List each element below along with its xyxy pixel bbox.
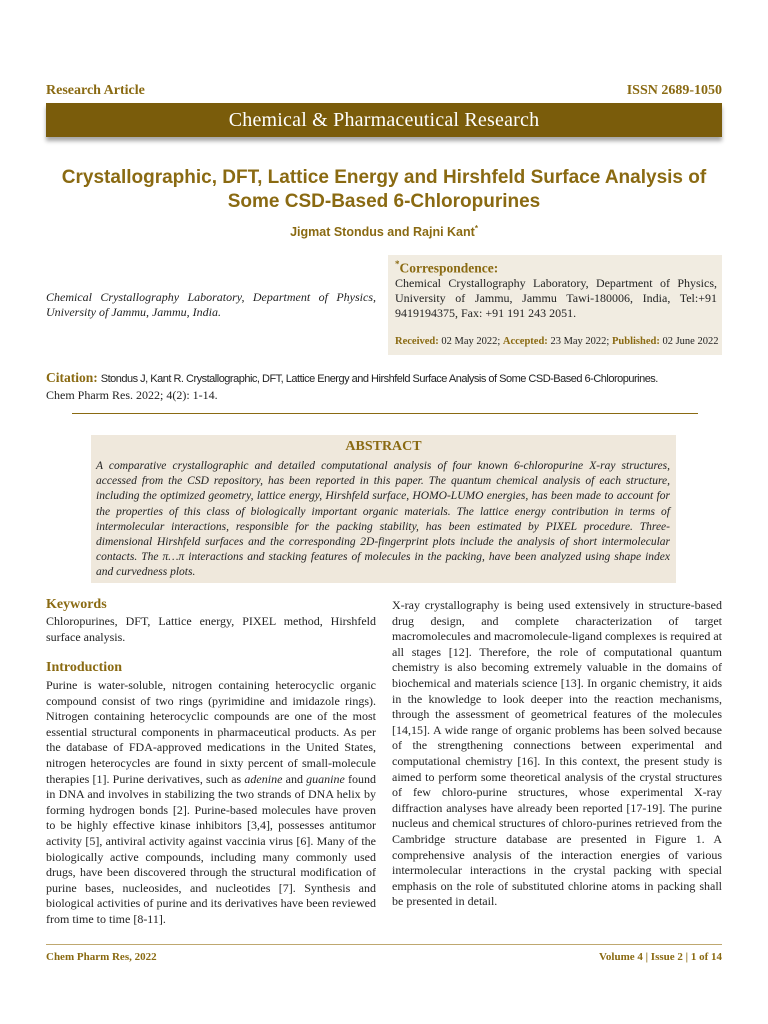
- paper-title: [50, 166, 718, 214]
- article-type: Research Article: [46, 83, 145, 98]
- correspondence-heading: *Correspondence:: [395, 259, 499, 276]
- title-line-1: Crystallographic, DFT, Lattice Energy and Hirshfeld Surface Analysis of: [61, 167, 707, 188]
- citation-label: Citation:: [46, 370, 98, 385]
- journal-banner: [46, 103, 722, 137]
- introduction-paragraph: Purine is water-soluble, nitrogen containing heterocyclic organic compound consist of two rings (pyrimidine and imidazole rings). Nitrogen containing heterocyclic compounds are one of the most essential structural components in pharmaceutical products. As per the database of FDA-approved medications in the United States, nitrogen heterocycles are found in sixty percent of small-molecule therapies [1]. Purine derivatives, such as adenine and guanine found in DNA and involves in stabilizing the two strands of DNA helix by forming hydrogen bonds [2]. Purine-based molecules have proven to be highly effective kinase inhibitors [3,4], possesses antitumor activity [5], antiviral activity against vaccinia virus [6]. Many of the biologically active compounds, including many commonly used drugs, have been discovered through the structural modification of purine bases, nucleosides, and nucleotides [7]. Synthesis and biological activities of purine and its derivatives have been reviewed from time to time [8-11].: [46, 678, 376, 926]
- keywords-text: Chloropurines, DFT, Lattice energy, PIXEL method, Hirshfeld surface analysis.: [46, 614, 376, 644]
- guanine-term: guanine: [306, 771, 345, 786]
- received-label: Received:: [395, 336, 439, 347]
- published-date: 02 June 2022: [659, 336, 719, 347]
- citation-text: Stondus J, Kant R. Crystallographic, DFT, Lattice Energy and Hirshfeld Surface Analysis of Some CSD-Based 6-Chloropurines.: [100, 373, 658, 385]
- footer-page-info: Volume 4 | Issue 2 | 1 of 14: [598, 951, 722, 963]
- introduction-column-2: X-ray crystallography is being used extensively in structure-based drug design, and complete characterization of target macromolecules and macromolecule-ligand complexes is required at all stages [12]. Therefore, the role of computational quantum chemistry is also becoming extremely valuable in the domains of biochemical and materials science [13]. In organic chemistry, it aids in the knowledge to look deeper into the reaction mechanisms, through the assessment of geometrical features of the molecules [14,15]. A wide range of organic problems has been solved because of the strengthening connections between experimental and computational chemistry [16]. In this context, the present study is aimed to perform some theoretical analysis of the crystal structures of few chloro-purine structures, whose experimental X-ray diffraction analyses have already been reported [17-19]. The purine nucleus and chemical structures of chloro-purines retrieved from the Cambridge structure database are presented in Figure 1. A comprehensive analysis of the interaction energies of various intermolecular interactions in the crystal packing with special emphasis on the role of substituted chlorine atoms in packing shall be presented in detail.: [392, 598, 722, 909]
- published-label: Published:: [611, 336, 660, 347]
- adenine-term: adenine: [244, 771, 283, 786]
- introduction-heading: Introduction: [46, 660, 122, 675]
- keywords-heading: Keywords: [46, 597, 107, 612]
- citation-source: Chem Pharm Res. 2022; 4(2): 1-14.: [46, 387, 218, 402]
- author-mark: *: [474, 224, 478, 233]
- correspondence-mark: *: [395, 259, 400, 269]
- issn: ISSN 2689-1050: [626, 83, 722, 98]
- accepted-date: 23 May 2022;: [547, 336, 612, 347]
- received-date: 02 May 2022;: [438, 336, 503, 347]
- footer-journal: Chem Pharm Res, 2022: [46, 951, 157, 963]
- article-dates: [395, 336, 718, 347]
- divider: [72, 413, 698, 414]
- correspondence-text: Chemical Crystallography Laboratory, Department of Physics, University of Jammu, Jammu Tawi-180006, India, Tel:+91 9419194375, Fax: +91 191 243 2051.: [395, 276, 717, 320]
- footer-divider: [46, 944, 722, 945]
- author-names: Jigmat Stondus and Rajni Kant: [290, 225, 475, 240]
- citation: [46, 370, 722, 403]
- authors: [0, 224, 768, 239]
- title-line-2: Some CSD-Based 6-Chloropurines: [227, 191, 541, 212]
- affiliation: Chemical Crystallography Laboratory, Department of Physics, University of Jammu, Jammu, India.: [46, 290, 376, 319]
- accepted-label: Accepted:: [502, 336, 548, 347]
- abstract-heading: ABSTRACT: [345, 439, 422, 454]
- abstract-text: A comparative crystallographic and detailed computational analysis of four known 6-chloropurine X-ray structures, accessed from the CSD repository, has been reported in this paper. The quantum chemical analysis of each structure, including the optimized geometry, lattice energy, Hirshfeld surface, HOMO-LUMO energies, has been made to account for the properties of this class of biologically important organic materials. The lattice energy contribution in terms of intermolecular interactions, responsible for the packing stability, has been estimated by PIXEL procedure. Three-dimensional Hirshfeld surfaces and the corresponding 2D-fingerprint plots include the analysis of short intermolecular contacts. The π…π interactions and stacking features of molecules in the packing, have been analyzed using shape index and curvedness plots.: [96, 460, 670, 579]
- journal-name: Chemical & Pharmaceutical Research: [228, 108, 540, 131]
